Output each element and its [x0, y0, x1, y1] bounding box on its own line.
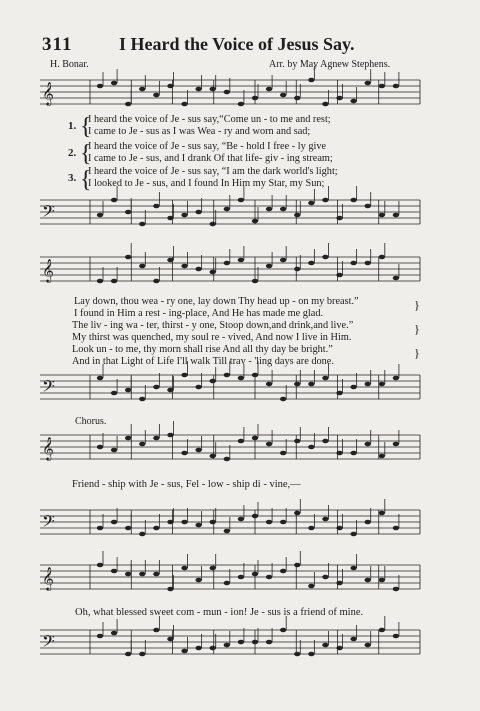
- system-2-line-5: Look un - to me, thy morn shall rise And all thy day be bright.”: [72, 344, 333, 355]
- note-head: [322, 643, 328, 648]
- note-head: [294, 213, 300, 218]
- hymn-number: 311: [42, 34, 73, 55]
- note-head: [266, 87, 272, 92]
- verse-1-line-1: I heard the voice of Je - sus say,“Come un - to me and rest;: [88, 114, 331, 125]
- right-brace-1: }: [414, 298, 420, 312]
- note-head: [238, 102, 244, 107]
- note-head: [238, 258, 244, 263]
- note-head: [252, 572, 258, 577]
- note-head: [167, 637, 173, 642]
- note-head: [393, 213, 399, 218]
- note-head: [336, 96, 342, 101]
- note-head: [111, 279, 117, 284]
- right-brace-2: }: [414, 322, 420, 336]
- note-head: [238, 575, 244, 580]
- note-head: [97, 84, 103, 89]
- note-head: [266, 207, 272, 212]
- note-head: [224, 90, 230, 95]
- verse-2-line-1: I heard the voice of Je - sus say, “Be - hold I free - ly give: [88, 141, 327, 152]
- note-head: [336, 526, 342, 531]
- note-head: [139, 222, 145, 227]
- note-head: [252, 640, 258, 645]
- note-head: [294, 652, 300, 657]
- note-head: [195, 267, 201, 272]
- note-head: [195, 87, 201, 92]
- note-head: [167, 433, 173, 438]
- note-head: [210, 566, 216, 571]
- note-head: [365, 261, 371, 266]
- note-head: [238, 517, 244, 522]
- note-head: [111, 81, 117, 86]
- note-head: [195, 523, 201, 528]
- note-head: [322, 439, 328, 444]
- note-head: [210, 222, 216, 227]
- note-head: [266, 264, 272, 269]
- treble-clef-icon: 𝄞: [42, 81, 54, 105]
- note-head: [280, 397, 286, 402]
- note-head: [238, 376, 244, 381]
- note-head: [379, 628, 385, 633]
- note-head: [280, 451, 286, 456]
- note-head: [322, 255, 328, 260]
- note-head: [224, 529, 230, 534]
- note-head: [181, 649, 187, 654]
- note-head: [224, 261, 230, 266]
- treble-clef-icon: 𝄞: [42, 436, 54, 460]
- note-head: [139, 532, 145, 537]
- note-head: [139, 397, 145, 402]
- note-head: [167, 587, 173, 592]
- note-head: [139, 652, 145, 657]
- note-head: [379, 255, 385, 260]
- verse-3-line-1: I heard the voice of Je - sus say, “I am the dark world's light;: [88, 166, 338, 177]
- note-head: [125, 102, 131, 107]
- note-head: [266, 640, 272, 645]
- note-head: [125, 652, 131, 657]
- note-head: [139, 572, 145, 577]
- verse-brace-2: {: [80, 141, 92, 167]
- note-head: [97, 563, 103, 568]
- note-head: [280, 258, 286, 263]
- note-head: [294, 439, 300, 444]
- verse-brace-3: {: [80, 167, 92, 193]
- note-head: [365, 81, 371, 86]
- arranger-credit: Arr. by May Agnew Stephens.: [269, 59, 391, 70]
- note-head: [181, 102, 187, 107]
- note-head: [294, 96, 300, 101]
- note-head: [210, 520, 216, 525]
- note-head: [181, 264, 187, 269]
- note-head: [365, 578, 371, 583]
- note-head: [181, 566, 187, 571]
- note-head: [195, 448, 201, 453]
- note-head: [252, 514, 258, 519]
- note-head: [379, 382, 385, 387]
- note-head: [280, 569, 286, 574]
- note-head: [97, 279, 103, 284]
- note-head: [238, 198, 244, 203]
- note-head: [252, 219, 258, 224]
- note-head: [393, 634, 399, 639]
- note-head: [308, 382, 314, 387]
- note-head: [224, 207, 230, 212]
- chorus-line-2: Oh, what blessed sweet com - mun - ion! Je - sus is a friend of mine.: [75, 607, 364, 618]
- note-head: [111, 448, 117, 453]
- note-head: [224, 643, 230, 648]
- note-head: [97, 634, 103, 639]
- note-head: [252, 96, 258, 101]
- note-head: [224, 457, 230, 462]
- note-head: [252, 279, 258, 284]
- note-head: [210, 87, 216, 92]
- note-head: [322, 575, 328, 580]
- note-head: [308, 652, 314, 657]
- note-head: [393, 276, 399, 281]
- note-head: [350, 532, 356, 537]
- note-head: [294, 511, 300, 516]
- note-head: [210, 646, 216, 651]
- note-head: [111, 520, 117, 525]
- note-head: [379, 84, 385, 89]
- note-head: [167, 84, 173, 89]
- note-head: [153, 204, 159, 209]
- note-head: [379, 454, 385, 459]
- note-head: [393, 376, 399, 381]
- note-head: [266, 442, 272, 447]
- note-head: [167, 216, 173, 221]
- note-head: [336, 581, 342, 586]
- note-head: [97, 376, 103, 381]
- note-head: [294, 563, 300, 568]
- verse-number-1: 1.: [68, 120, 77, 132]
- note-head: [181, 520, 187, 525]
- verse-number-3: 3.: [68, 172, 77, 184]
- system-2-line-2: I found in Him a rest - ing-place, And He has made me glad.: [74, 308, 324, 319]
- note-head: [322, 198, 328, 203]
- note-head: [379, 213, 385, 218]
- verse-2-line-2: I came to Je - sus, and I drank Of that life- giv - ing stream;: [88, 153, 333, 164]
- note-head: [111, 391, 117, 396]
- note-head: [181, 213, 187, 218]
- note-head: [181, 451, 187, 456]
- note-head: [308, 526, 314, 531]
- note-head: [153, 385, 159, 390]
- note-head: [393, 526, 399, 531]
- system-2-line-3: The liv - ing wa - ter, thirst - y one, Stoop down,and drink,and live.”: [72, 320, 354, 331]
- note-head: [308, 261, 314, 266]
- note-head: [336, 273, 342, 278]
- note-head: [266, 382, 272, 387]
- verse-number-2: 2.: [68, 147, 77, 159]
- note-head: [210, 454, 216, 459]
- bass-clef-icon: 𝄢: [42, 631, 55, 655]
- note-head: [139, 87, 145, 92]
- note-head: [280, 93, 286, 98]
- note-head: [266, 575, 272, 580]
- note-head: [167, 388, 173, 393]
- treble-clef-icon: 𝄞: [42, 258, 54, 282]
- author-credit: H. Bonar.: [50, 59, 89, 70]
- note-head: [195, 578, 201, 583]
- note-head: [294, 382, 300, 387]
- system-2-line-6: And in that Light of Life I'll walk Till trav - 'ling days are done.: [72, 356, 334, 367]
- note-head: [350, 566, 356, 571]
- treble-clef-icon: 𝄞: [42, 566, 54, 590]
- note-head: [322, 102, 328, 107]
- note-head: [153, 93, 159, 98]
- note-head: [365, 442, 371, 447]
- note-head: [252, 373, 258, 378]
- system-2-line-4: My thirst was quenched, my soul re - vived, And now I live in Him.: [72, 332, 352, 343]
- note-head: [153, 572, 159, 577]
- note-head: [350, 99, 356, 104]
- note-head: [379, 511, 385, 516]
- note-head: [365, 520, 371, 525]
- note-head: [195, 385, 201, 390]
- note-head: [111, 198, 117, 203]
- verse-brace-1: {: [80, 114, 92, 140]
- note-head: [139, 442, 145, 447]
- note-head: [125, 255, 131, 260]
- bass-clef-icon: 𝄢: [42, 201, 55, 225]
- note-head: [97, 526, 103, 531]
- note-head: [294, 267, 300, 272]
- note-head: [393, 587, 399, 592]
- note-head: [393, 84, 399, 89]
- note-head: [336, 646, 342, 651]
- chorus-line-1: Friend - ship with Je - sus, Fel - low - ship di - vine,—: [72, 479, 301, 490]
- note-head: [336, 391, 342, 396]
- note-head: [139, 264, 145, 269]
- note-head: [280, 207, 286, 212]
- note-head: [181, 373, 187, 378]
- note-head: [210, 270, 216, 275]
- note-head: [125, 436, 131, 441]
- note-head: [252, 436, 258, 441]
- note-head: [365, 382, 371, 387]
- note-head: [125, 388, 131, 393]
- system-2-line-1: Lay down, thou wea - ry one, lay down Thy head up - on my breast.”: [74, 296, 359, 307]
- note-head: [238, 640, 244, 645]
- note-head: [350, 637, 356, 642]
- note-head: [336, 216, 342, 221]
- note-head: [153, 279, 159, 284]
- note-head: [224, 581, 230, 586]
- bass-clef-icon: 𝄢: [42, 511, 55, 535]
- note-head: [322, 376, 328, 381]
- note-head: [195, 210, 201, 215]
- note-head: [280, 520, 286, 525]
- note-head: [224, 373, 230, 378]
- note-head: [308, 445, 314, 450]
- note-head: [350, 261, 356, 266]
- note-head: [153, 526, 159, 531]
- note-head: [125, 572, 131, 577]
- note-head: [322, 517, 328, 522]
- note-head: [308, 201, 314, 206]
- note-head: [350, 385, 356, 390]
- note-head: [280, 628, 286, 633]
- note-head: [153, 628, 159, 633]
- note-head: [379, 578, 385, 583]
- note-head: [393, 442, 399, 447]
- note-head: [308, 78, 314, 83]
- note-head: [308, 584, 314, 589]
- note-head: [167, 258, 173, 263]
- bass-clef-icon: 𝄢: [42, 376, 55, 400]
- verse-3-line-2: I looked to Je - sus, and I found In Him my Star, my Sun;: [88, 178, 325, 189]
- note-head: [238, 439, 244, 444]
- chorus-label: Chorus.: [75, 416, 107, 427]
- note-head: [125, 210, 131, 215]
- note-head: [195, 646, 201, 651]
- note-head: [153, 436, 159, 441]
- note-head: [210, 379, 216, 384]
- note-head: [350, 451, 356, 456]
- note-head: [111, 631, 117, 636]
- note-head: [125, 526, 131, 531]
- note-head: [111, 569, 117, 574]
- note-head: [350, 198, 356, 203]
- note-head: [97, 445, 103, 450]
- note-head: [365, 204, 371, 209]
- note-head: [336, 451, 342, 456]
- note-head: [97, 213, 103, 218]
- note-head: [167, 520, 173, 525]
- hymn-title: I Heard the Voice of Jesus Say.: [119, 34, 355, 54]
- verse-1-line-2: I came to Je - sus as I was Wea - ry and worn and sad;: [88, 126, 311, 137]
- note-head: [266, 520, 272, 525]
- right-brace-3: }: [414, 346, 420, 360]
- note-head: [365, 643, 371, 648]
